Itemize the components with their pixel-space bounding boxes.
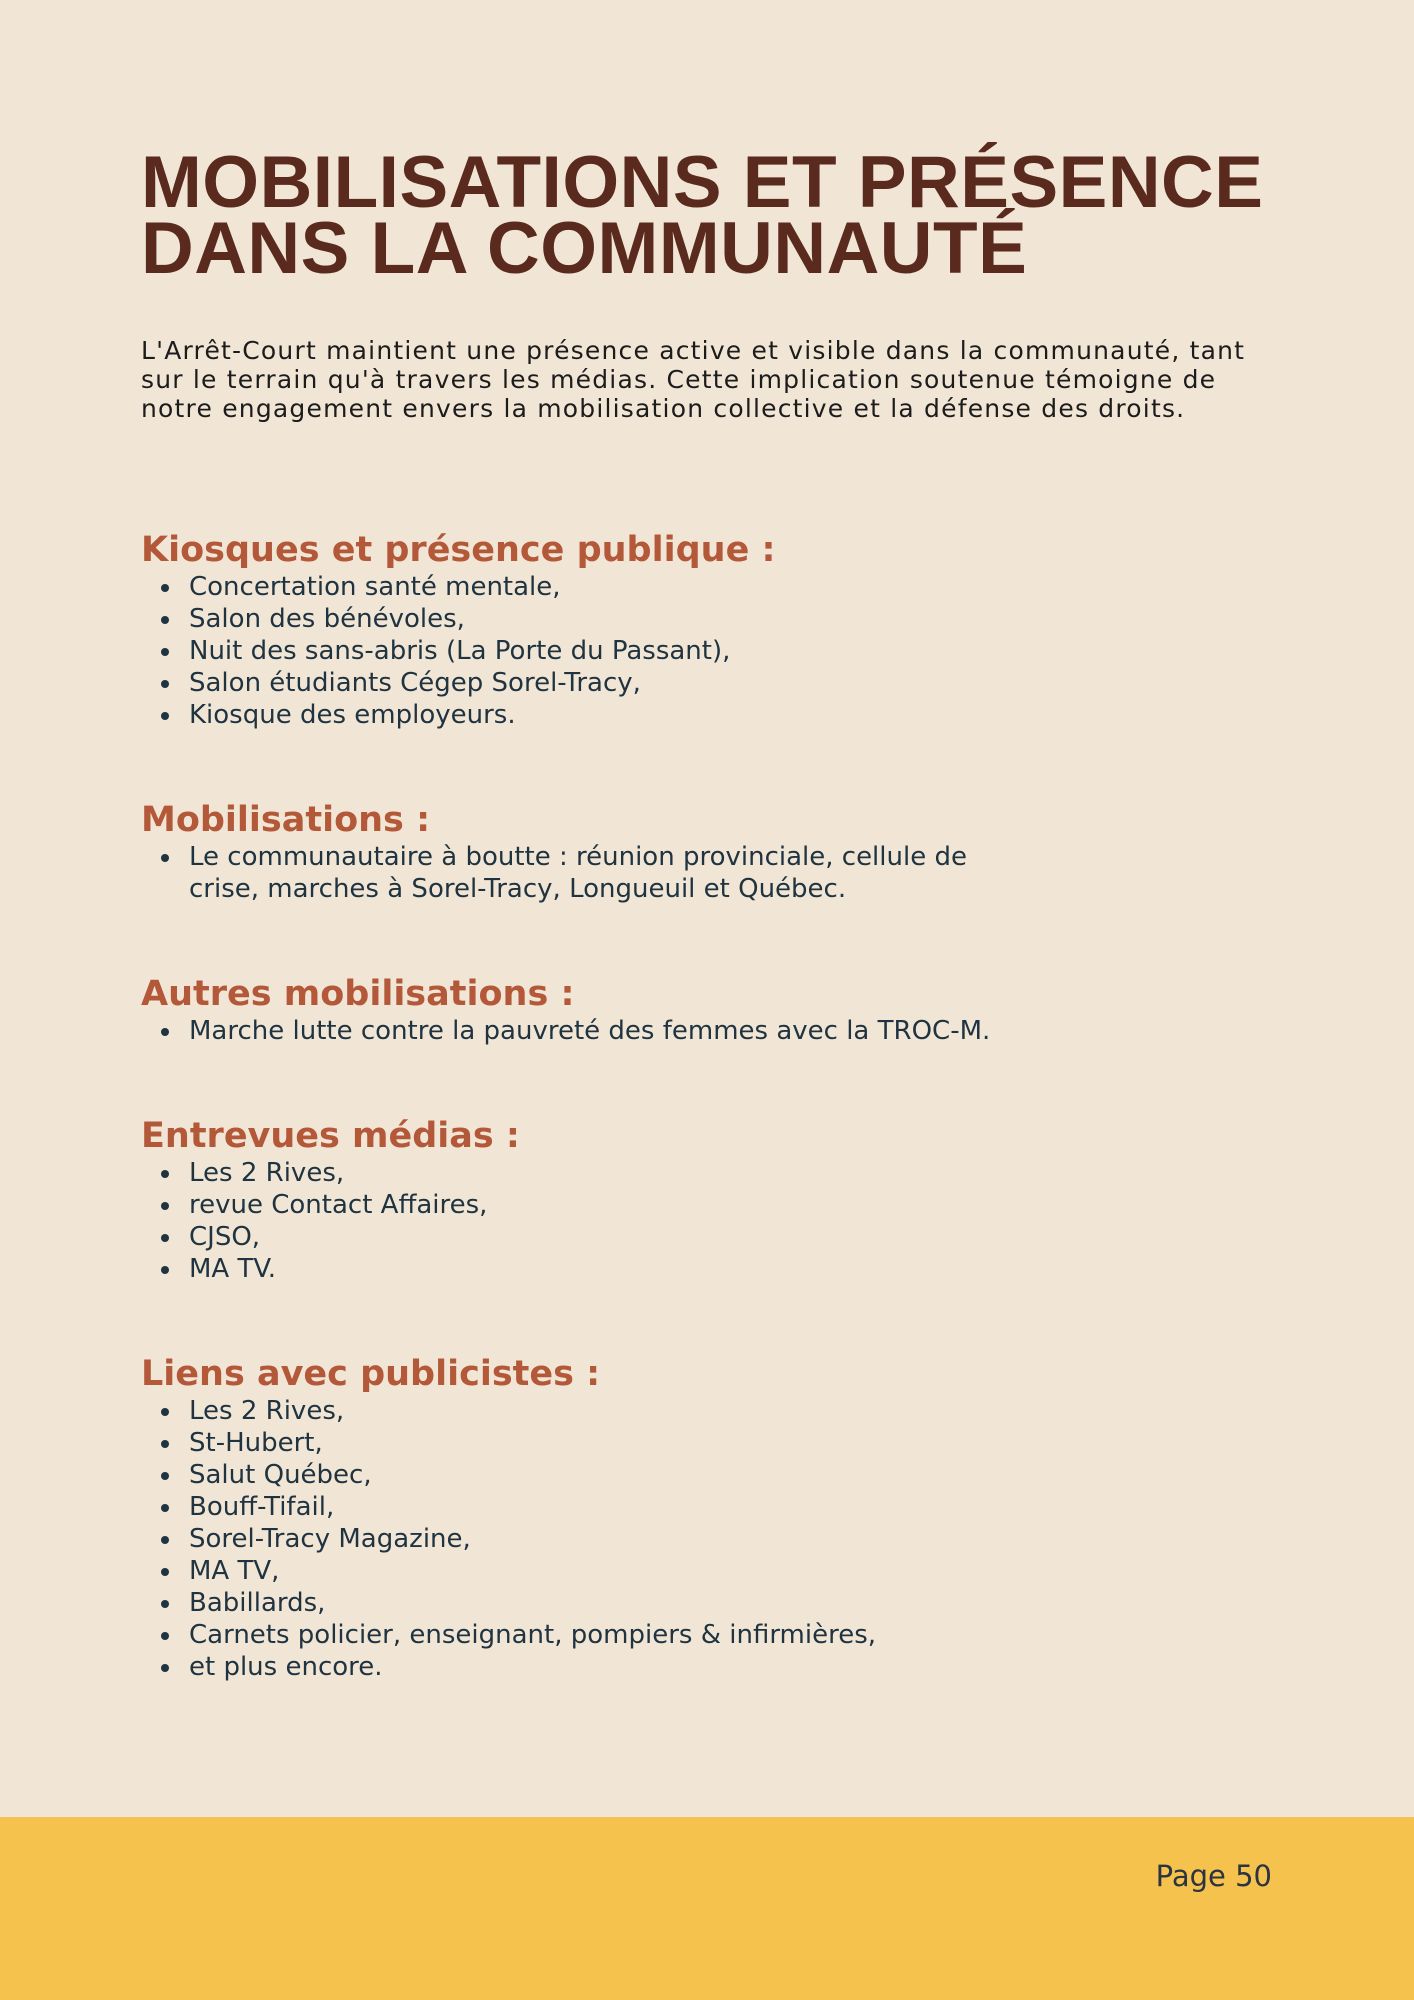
list-item: MA TV, [189, 1555, 1281, 1587]
section-kiosques [141, 529, 1281, 731]
section-heading: Mobilisations : [141, 800, 431, 840]
list-item: Salut Québec, [189, 1459, 1281, 1491]
page-number: Page 50 [1155, 1859, 1272, 1893]
section-list [141, 841, 1009, 905]
list-item: Sorel-Tracy Magazine, [189, 1523, 1281, 1555]
footer-band [0, 1817, 1414, 2000]
list-item: Nuit des sans-abris (La Porte du Passant), [189, 635, 1281, 667]
list-item: Marche lutte contre la pauvreté des femmes avec la TROC-M. [189, 1015, 1281, 1047]
section-heading: Entrevues médias : [141, 1116, 520, 1156]
page-content [141, 142, 1281, 1683]
list-item: Carnets policier, enseignant, pompiers & infirmières, [189, 1619, 1281, 1651]
list-item: Les 2 Rives, [189, 1157, 1281, 1189]
section-entrevues-medias [141, 1115, 1281, 1285]
list-item: Salon des bénévoles, [189, 603, 1281, 635]
list-item: Le communautaire à boutte : réunion provinciale, cellule de crise, marches à Sorel-Tracy, Longueuil et Québec. [189, 841, 1009, 905]
list-item: MA TV. [189, 1253, 1281, 1285]
list-item: Bouff-Tifail, [189, 1491, 1281, 1523]
list-item: Les 2 Rives, [189, 1395, 1281, 1427]
section-autres-mobilisations [141, 973, 1281, 1047]
section-mobilisations [141, 799, 1281, 905]
section-list [141, 1157, 1281, 1285]
list-item: St-Hubert, [189, 1427, 1281, 1459]
list-item: Salon étudiants Cégep Sorel-Tracy, [189, 667, 1281, 699]
section-heading: Kiosques et présence publique : [141, 530, 776, 570]
section-list [141, 1015, 1281, 1047]
page-title [141, 142, 1281, 289]
section-list [141, 571, 1281, 731]
list-item: et plus encore. [189, 1651, 1281, 1683]
section-heading: Liens avec publicistes : [141, 1354, 601, 1394]
list-item: Kiosque des employeurs. [189, 699, 1281, 731]
section-list [141, 1395, 1281, 1683]
section-heading: Autres mobilisations : [141, 974, 575, 1014]
page-title-line-1: MOBILISATIONS ET PRÉSENCE [141, 142, 1264, 223]
page-title-line-2: DANS LA COMMUNAUTÉ [141, 208, 1028, 289]
list-item: CJSO, [189, 1221, 1281, 1253]
list-item: Babillards, [189, 1587, 1281, 1619]
intro-paragraph: L'Arrêt-Court maintient une présence active et visible dans la communauté, tant sur le terrain qu'à travers les médias. Cette implication soutenue témoigne de notre engagement envers la mobilisation collective et la défense des droits. [141, 336, 1246, 423]
list-item: revue Contact Affaires, [189, 1189, 1281, 1221]
section-liens-publicistes [141, 1353, 1281, 1683]
list-item: Concertation santé mentale, [189, 571, 1281, 603]
